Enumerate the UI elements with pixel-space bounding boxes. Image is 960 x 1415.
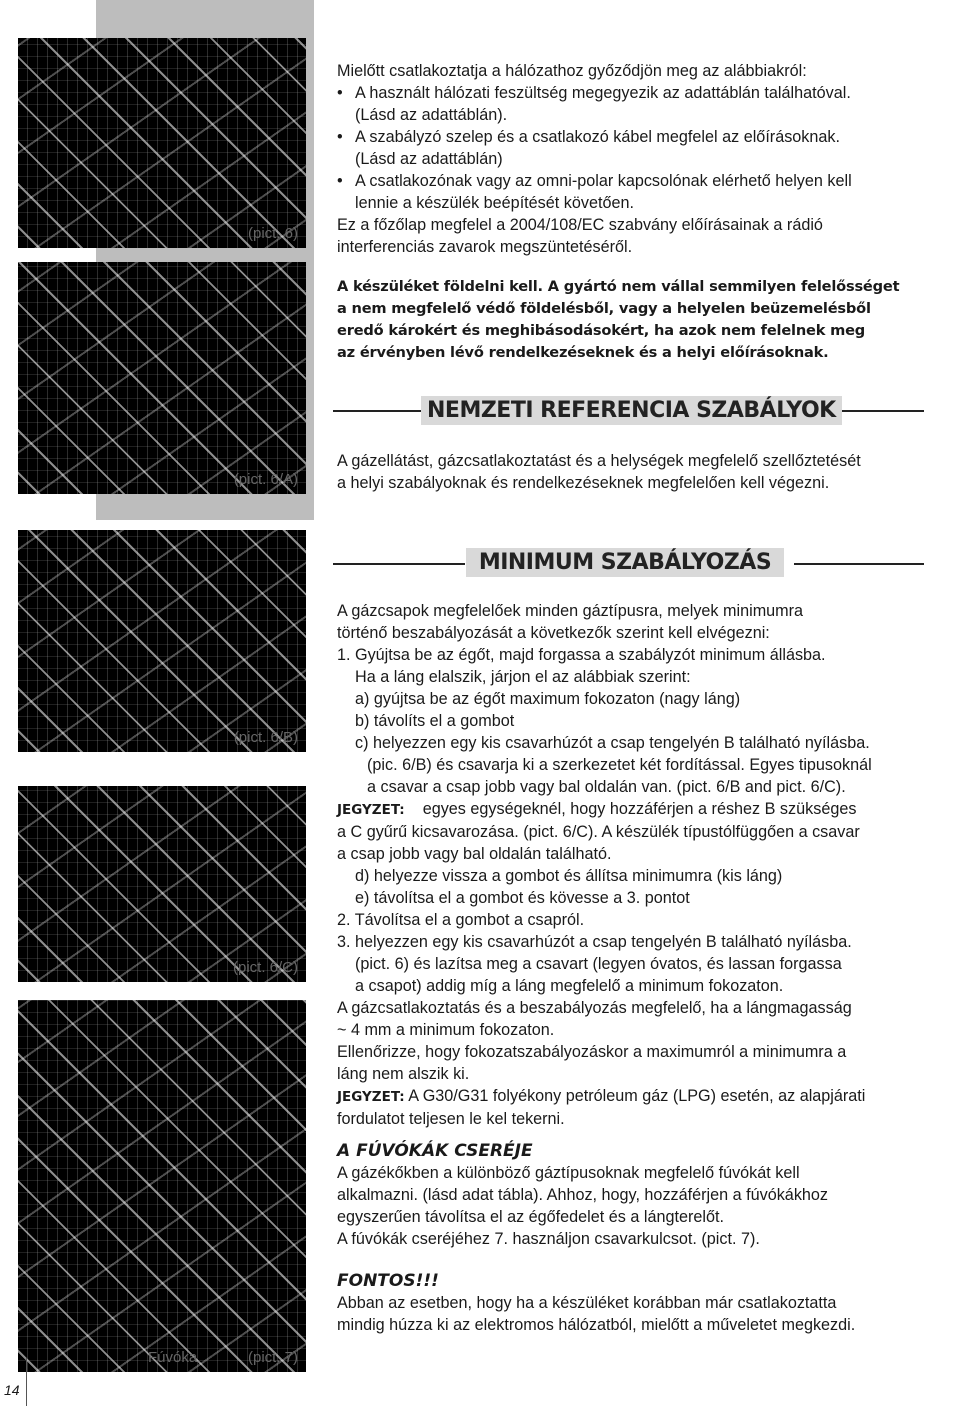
minimum-section <box>337 600 937 1130</box>
nozzle-line: A gázékőkben a különböző gáztípusoknak megfelelő fúvókát kell <box>337 1164 800 1182</box>
picture-7 <box>18 1000 306 1372</box>
substep-b: b) távolíts el a gombot <box>355 712 515 730</box>
step-2: 2. Távolítsa el a gombot a csapról. <box>337 911 585 929</box>
nozzle-line: alkalmazni. (lásd adat tábla). Ahhoz, hogy, hozzáférjen a fúvókákhoz <box>337 1186 829 1204</box>
nozzle-line: A fúvókák cseréjéhez 7. használjon csavarkulcsot. (pict. 7). <box>337 1230 760 1248</box>
grounding-warning <box>337 276 937 364</box>
result-line: láng nem alszik ki. <box>337 1065 470 1083</box>
substep-c: c) helyezzen egy kis csavarhúzót a csap tengelyén B található nyílásba. <box>355 734 870 752</box>
note-text: a csap jobb vagy bal oldalán található. <box>337 845 612 863</box>
minimum-line: A gázcsapok megfelelőek minden gáztípusra, melyek minimumra <box>337 602 804 620</box>
note-text: a C gyűrű kicsavarozása. (pict. 6/C). A készülék típustólfüggően a csavar <box>337 823 860 841</box>
ec-text: interferenciás zavarok megszüntetéséről. <box>337 238 633 256</box>
picture-6b <box>18 530 306 752</box>
note-text: A G30/G31 folyékony petróleum gáz (LPG) esetén, az alapjárati <box>408 1087 866 1105</box>
warning-line: az érvényben lévő rendelkezéseknek és a helyi előírásoknak. <box>337 344 829 361</box>
picture-6 <box>18 38 306 248</box>
nozzle-line: egyszerűen távolítsa el az égőfedelet és a lángterelőt. <box>337 1208 724 1226</box>
step-3-cont: a csapot) addig míg a láng megfelelő a minimum fokozaton. <box>355 977 784 995</box>
warning-line: A készüléket földelni kell. A gyártó nem vállal semmilyen felelősséget <box>337 278 900 295</box>
picture-caption: (pict. 6/B) <box>233 729 298 746</box>
important-line: mindig húzza ki az elektromos hálózatból, mielőtt a műveletet megkezdi. <box>337 1316 856 1334</box>
result-line: ~ 4 mm a minimum fokozaton. <box>337 1021 555 1039</box>
important-line: Abban az esetben, hogy ha a készüléket korábban már csatlakoztatta <box>337 1294 837 1312</box>
substep-c-cont: a csavar a csap jobb vagy bal oldalán van. (pict. 6/B and pict. 6/C). <box>367 778 846 796</box>
warning-line: eredő károkért és meghibásodásokért, ha azok nem felelnek meg <box>337 322 866 339</box>
step-1-note: Ha a láng elalszik, járjon el az alábbiak szerint: <box>355 668 691 686</box>
minimum-line: történő beszabályozását a következők szerint kell elvégezni: <box>337 624 770 642</box>
step-3: 3. helyezzen egy kis csavarhúzót a csap tengelyén B található nyílásba. <box>337 933 852 951</box>
warning-line: a nem megfelelő védő földelésből, vagy a helyelen beüzemelésből <box>337 300 871 317</box>
section-title-nemzeti: NEMZETI REFERENCIA SZABÁLYOK <box>421 396 842 425</box>
picture-caption: (pict. 6/A) <box>233 471 298 488</box>
note-1 <box>337 798 937 821</box>
note-text: fordulatot teljesen le kel tekerni. <box>337 1110 565 1128</box>
nemzeti-section <box>337 450 937 494</box>
heading-rule-right <box>842 410 924 412</box>
picture-caption: (pict. 6) <box>247 225 298 242</box>
note-label: JEGYZET: <box>337 1089 405 1105</box>
important-section <box>337 1270 937 1336</box>
nozzle-label: Fúvóka <box>148 1349 198 1366</box>
picture-6c <box>18 786 306 982</box>
picture-caption: (pict. 6/C) <box>232 959 298 976</box>
section-title-minimum: MINIMUM SZABÁLYOZÁS <box>466 548 784 577</box>
list-item: • A szabályzó szelep és a csatlakozó kábel megfelel az előírásoknak. <box>337 126 937 148</box>
substep-a: a) gyújtsa be az égőt maximum fokozaton (nagy láng) <box>355 690 741 708</box>
list-item-cont: (Lásd az adattáblán) <box>355 150 503 168</box>
nemzeti-line: a helyi szabályoknak és rendelkezéseknek megfelelően kell végezni. <box>337 474 830 492</box>
ec-text: Ez a főzőlap megfelel a 2004/108/EC szabvány előírásainak a rádió <box>337 216 823 234</box>
intro-lead: Mielőtt csatlakoztatja a hálózathoz győződjön meg az alábbiakról: <box>337 62 807 80</box>
step-1: 1. Gyújtsa be az égőt, majd forgassa a szabályzót minimum állásba. <box>337 646 826 664</box>
heading-rule-right <box>794 563 924 565</box>
step-3-cont: (pict. 6) és lazítsa meg a csavart (legyen óvatos, és lassan forgassa <box>355 955 842 973</box>
note-text: egyes egységeknél, hogy hozzáférjen a réshez B szükséges <box>422 800 857 818</box>
section-title-important: FONTOS!!! <box>337 1271 439 1291</box>
heading-rule-left <box>333 563 465 565</box>
list-item-cont: lennie a készülék beépítését követően. <box>355 194 634 212</box>
nemzeti-line: A gázellátást, gázcsatlakoztatást és a helységek megfelelő szellőztetését <box>337 452 861 470</box>
list-item: • A csatlakozónak vagy az omni-polar kapcsolónak elérhető helyen kell <box>337 170 937 192</box>
nozzle-section <box>337 1140 937 1250</box>
page-number: 14 <box>4 1382 20 1398</box>
picture-caption: (pict. 7) <box>247 1349 298 1366</box>
list-item: • A használt hálózati feszültség megegyezik az adattáblán találhatóval. <box>337 82 937 104</box>
note-label: JEGYZET: <box>337 802 405 818</box>
substep-e: e) távolítsa el a gombot és kövesse a 3. pontot <box>355 889 690 907</box>
list-item-cont: (Lásd az adattáblán). <box>355 106 508 124</box>
result-line: A gázcsatlakoztatás és a beszabályozás megfelelő, ha a lángmagasság <box>337 999 852 1017</box>
heading-rule-left <box>333 410 421 412</box>
section-title-nozzle: A FÚVÓKÁK CSERÉJE <box>337 1141 533 1161</box>
result-line: Ellenőrizze, hogy fokozatszabályozáskor a maximumról a minimumra a <box>337 1043 847 1061</box>
intro-section <box>337 60 937 258</box>
substep-d: d) helyezze vissza a gombot és állítsa minimumra (kis láng) <box>355 867 783 885</box>
margin-rule <box>26 1358 27 1406</box>
picture-6a <box>18 262 306 494</box>
substep-c-cont: (pic. 6/B) és csavarja ki a szerkezetet két fordítással. Egyes tipusoknál <box>367 756 872 774</box>
note-2 <box>337 1085 937 1108</box>
